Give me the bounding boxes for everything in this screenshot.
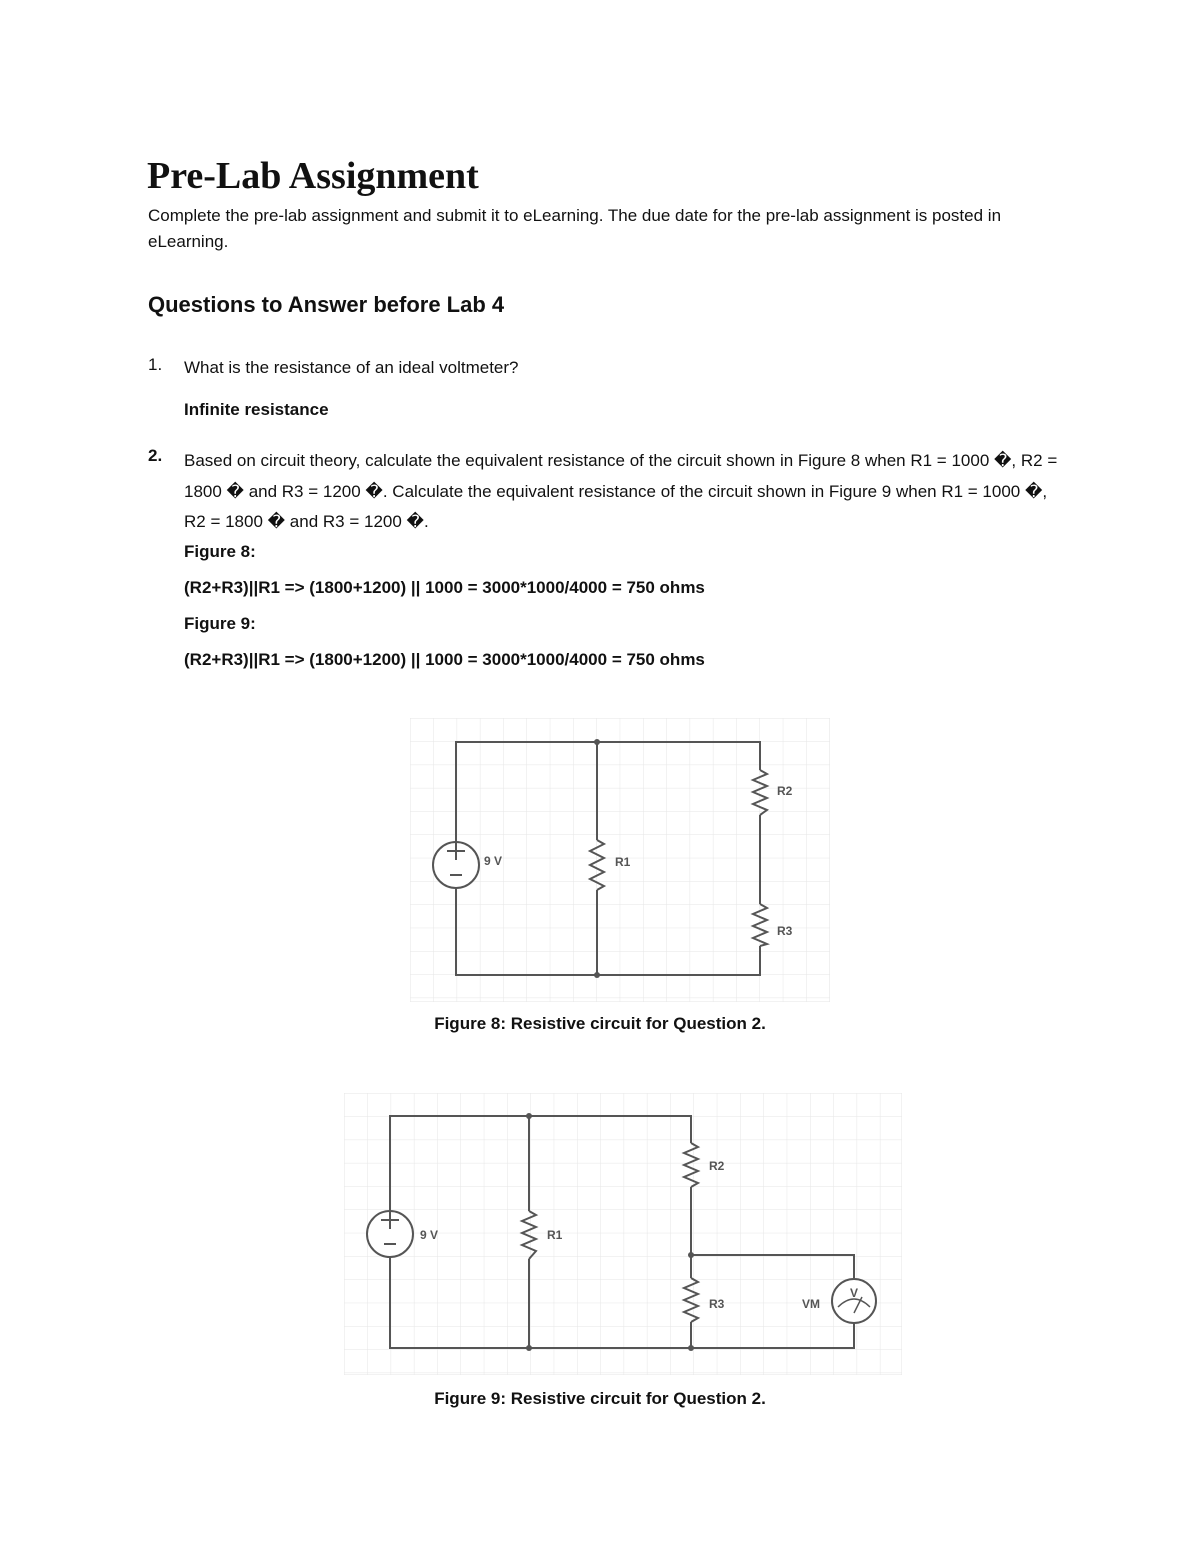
answer-figure8-equation: (R2+R3)||R1 => (1800+1200) || 1000 = 3000*1000/4000 = 750 ohms	[184, 578, 705, 597]
figure8-junction-top	[594, 739, 600, 745]
figure9-r1-label: R1	[547, 1228, 563, 1242]
figure9-junction-bottom	[526, 1345, 532, 1351]
question-1-answer: Infinite resistance	[184, 400, 329, 419]
figure8-junction-bottom	[594, 972, 600, 978]
answer-figure9-equation: (R2+R3)||R1 => (1800+1200) || 1000 = 3000*1000/4000 = 750 ohms	[184, 650, 705, 669]
figure9-source-label: 9 V	[420, 1228, 439, 1242]
figure9-junction-middle	[688, 1252, 694, 1258]
figure9-junction-bottom-right	[688, 1345, 694, 1351]
figure8-circuit-diagram	[410, 718, 830, 1002]
intro-paragraph: Complete the pre-lab assignment and submit it to eLearning. The due date for the pre-lab assignment is posted in eLearning.	[148, 206, 1002, 251]
figure8-r1-label: R1	[615, 855, 631, 869]
figure8-r3-label: R3	[777, 924, 793, 938]
figure9-meter-label: VM	[802, 1297, 820, 1311]
question-2-number: 2.	[148, 446, 163, 465]
figure9-voltmeter-icon	[832, 1279, 876, 1323]
section-heading: Questions to Answer before Lab 4	[148, 292, 505, 317]
figure9-r3-label: R3	[709, 1297, 725, 1311]
figure8-caption: Figure 8: Resistive circuit for Question 2.	[434, 1014, 766, 1033]
figure9-junction-top	[526, 1113, 532, 1119]
question-2-text: Based on circuit theory, calculate the equivalent resistance of the circuit shown in Figure 8 when R1 = 1000 �, R2 = 1800 � and R3 = 1200 �. Calculate the equivalent resistance of the circuit shown in Figure 9 when R1 = 1000 �, R2 = 1800 � and R3 = 1200 �.	[184, 451, 1058, 531]
answer-figure9-label: Figure 9:	[184, 614, 256, 633]
figure9-voltage-source-icon	[367, 1211, 413, 1257]
question-1-text: What is the resistance of an ideal voltmeter?	[184, 358, 519, 377]
figure8-source-label: 9 V	[484, 854, 503, 868]
page-title: Pre-Lab Assignment	[147, 155, 479, 197]
figure9-circuit-diagram	[344, 1093, 902, 1375]
answer-figure8-label: Figure 8:	[184, 542, 256, 561]
figure8-voltage-source-icon	[433, 842, 479, 888]
figure9-meter-symbol: V	[849, 1286, 859, 1300]
figure8-r2-label: R2	[777, 784, 793, 798]
figure9-caption: Figure 9: Resistive circuit for Question 2.	[434, 1389, 766, 1408]
question-1-number: 1.	[148, 355, 163, 374]
figure9-r2-label: R2	[709, 1159, 725, 1173]
